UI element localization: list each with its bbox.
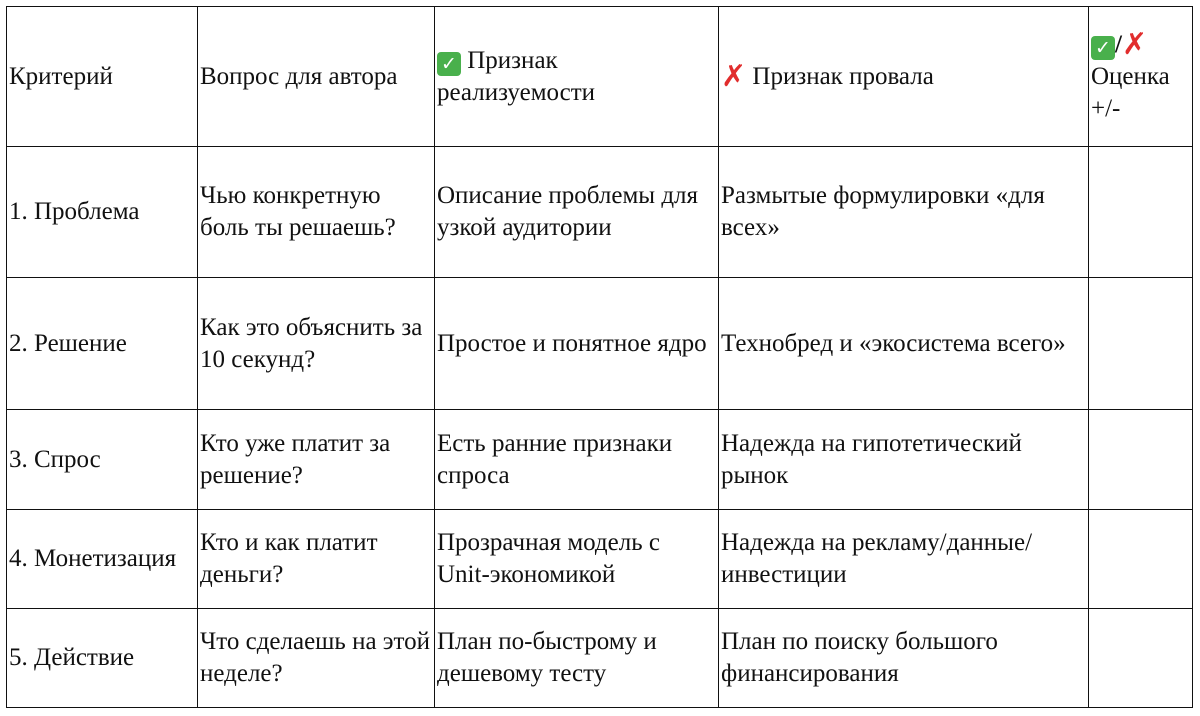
- header-failure-label: Признак провала: [752, 62, 934, 90]
- score-cell[interactable]: [1089, 410, 1193, 510]
- failure-cell: Технобред и «экосистема всего»: [719, 278, 1089, 410]
- score-cell[interactable]: [1089, 147, 1193, 278]
- failure-cell: План по поиску большого финансирования: [719, 609, 1089, 708]
- check-mark-icon: ✓: [437, 52, 461, 76]
- criterion-cell: 1. Проблема: [7, 147, 198, 278]
- criterion-cell: 2. Решение: [7, 278, 198, 410]
- header-score: [1089, 7, 1193, 147]
- table-row: [7, 609, 1193, 708]
- header-failure: [719, 7, 1089, 147]
- criterion-cell: 5. Действие: [7, 609, 198, 708]
- header-row: [7, 7, 1193, 147]
- feasibility-cell: Есть ранние признаки спроса: [435, 410, 719, 510]
- table-row: [7, 410, 1193, 510]
- score-cell[interactable]: [1089, 278, 1193, 410]
- cross-mark-icon: ✗: [721, 58, 747, 94]
- header-criterion: Критерий: [7, 7, 198, 147]
- score-cell[interactable]: [1089, 609, 1193, 708]
- feasibility-cell: План по-быстрому и дешевому тесту: [435, 609, 719, 708]
- header-question: Вопрос для автора: [198, 7, 435, 147]
- feasibility-cell: Простое и понятное ядро: [435, 278, 719, 410]
- question-cell: Чью конкретную боль ты решаешь?: [198, 147, 435, 278]
- feasibility-cell: Прозрачная модель с Unit-экономикой: [435, 510, 719, 609]
- feasibility-cell: Описание проблемы для узкой аудитории: [435, 147, 719, 278]
- header-score-label: Оценка +/-: [1091, 62, 1170, 122]
- failure-cell: Размытые формулировки «для всех»: [719, 147, 1089, 278]
- score-cell[interactable]: [1089, 510, 1193, 609]
- question-cell: Кто уже платит за решение?: [198, 410, 435, 510]
- question-cell: Кто и как платит деньги?: [198, 510, 435, 609]
- criteria-table: [6, 6, 1193, 708]
- header-feasibility-label: Признак реализуемости: [437, 46, 596, 106]
- question-cell: Что сделаешь на этой неделе?: [198, 609, 435, 708]
- table-row: [7, 510, 1193, 609]
- question-cell: Как это объяснить за 10 секунд?: [198, 278, 435, 410]
- cross-mark-icon: ✗: [1121, 26, 1148, 62]
- failure-cell: Надежда на гипотетический рынок: [719, 410, 1089, 510]
- slash-separator: /: [1115, 30, 1122, 58]
- table-row: [7, 278, 1193, 410]
- failure-cell: Надежда на рекламу/данные/инвестиции: [719, 510, 1089, 609]
- table-row: [7, 147, 1193, 278]
- check-mark-icon: ✓: [1091, 36, 1115, 60]
- criterion-cell: 4. Монетизация: [7, 510, 198, 609]
- criterion-cell: 3. Спрос: [7, 410, 198, 510]
- header-feasibility: [435, 7, 719, 147]
